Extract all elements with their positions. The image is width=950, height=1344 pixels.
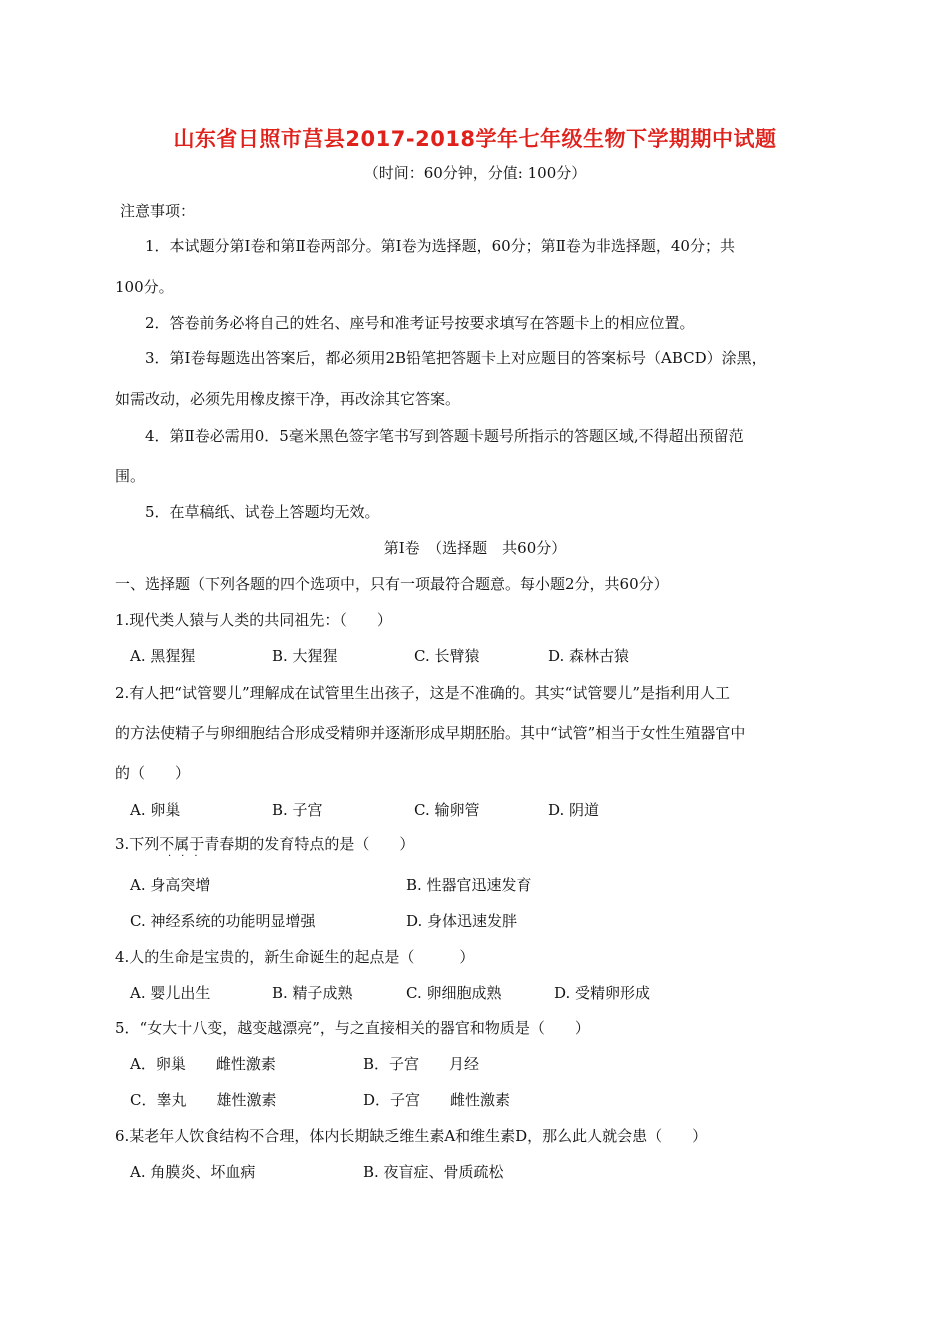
option-d: D. 阴道 xyxy=(548,801,600,819)
note-1: 1．本试题分第Ⅰ卷和第Ⅱ卷两部分。第Ⅰ卷为选择题，60分；第Ⅱ卷为非选择题，40分；共 xyxy=(145,237,735,255)
option-b: B. 大猩猩 xyxy=(272,647,338,665)
option-d: D. 受精卵形成 xyxy=(554,984,651,1002)
option-a: A. 卵巢 xyxy=(130,801,181,819)
option-d: D. 森林古猿 xyxy=(548,647,630,665)
part-heading: 一、选择题（下列各题的四个选项中，只有一项最符合题意。每小题2分，共60分） xyxy=(115,575,669,593)
note-3-cont: 如需改动，必须先用橡皮擦干净，再改涂其它答案。 xyxy=(115,390,461,408)
option-c: C．睾丸 雄性激素 xyxy=(130,1091,277,1109)
question-5: 5．“女大十八变，越变越漂亮”，与之直接相关的器官和物质是（ ） xyxy=(115,1019,590,1037)
page-title: 山东省日照市莒县2017-2018学年七年级生物下学期期中试题 xyxy=(173,127,777,151)
emphasis-dots: ··· xyxy=(168,851,208,862)
section-title: 第Ⅰ卷 （选择题 共60分） xyxy=(383,539,567,557)
option-d: D. 身体迅速发胖 xyxy=(406,912,518,930)
question-2-line-2: 的方法使精子与卵细胞结合形成受精卵并逐渐形成早期胚胎。其中“试管”相当于女性生殖器官中 xyxy=(115,724,746,742)
option-a: A. 角膜炎、坏血病 xyxy=(130,1163,256,1181)
question-3: 3.下列不属于青春期的发育特点的是（ ） xyxy=(115,835,415,853)
option-b: B. 性器官迅速发育 xyxy=(406,876,532,894)
option-b: B. 精子成熟 xyxy=(272,984,353,1002)
option-a: A. 黑猩猩 xyxy=(130,647,196,665)
option-c: C. 卵细胞成熟 xyxy=(406,984,502,1002)
option-c: C. 神经系统的功能明显增强 xyxy=(130,912,316,930)
question-2: 2.有人把“试管婴儿”理解成在试管里生出孩子，这是不准确的。其实“试管婴儿”是指利用人工 xyxy=(115,684,730,702)
note-2: 2．答卷前务必将自己的姓名、座号和准考证号按要求填写在答题卡上的相应位置。 xyxy=(145,314,695,332)
note-1-cont: 100分。 xyxy=(115,278,174,296)
question-1: 1.现代类人猿与人类的共同祖先：（ ） xyxy=(115,611,392,629)
note-5: 5．在草稿纸、试卷上答题均无效。 xyxy=(145,503,380,521)
question-4: 4.人的生命是宝贵的，新生命诞生的起点是（ ） xyxy=(115,948,475,966)
option-c: C. 长臂猿 xyxy=(414,647,480,665)
option-a: A. 身高突增 xyxy=(130,876,211,894)
notes-heading: 注意事项： xyxy=(120,202,196,220)
option-c: C. 输卵管 xyxy=(414,801,480,819)
option-a: A．卵巢 雌性激素 xyxy=(130,1055,276,1073)
note-4-cont: 围。 xyxy=(115,467,146,485)
exam-info: （时间：60分钟，分值: 100分） xyxy=(363,164,587,182)
option-b: B. 夜盲症、骨质疏松 xyxy=(363,1163,504,1181)
option-b: B. 子宫 xyxy=(272,801,323,819)
option-a: A. 婴儿出生 xyxy=(130,984,211,1002)
question-2-line-3: 的（ ） xyxy=(115,764,191,782)
option-d: D．子宫 雌性激素 xyxy=(363,1091,511,1109)
question-6: 6.某老年人饮食结构不合理，体内长期缺乏维生素A和维生素D，那么此人就会患（ ） xyxy=(115,1127,708,1145)
option-b: B．子宫 月经 xyxy=(363,1055,480,1073)
note-4: 4．第Ⅱ卷必需用0．5毫米黑色签字笔书写到答题卡题号所指示的答题区域,不得超出预留范 xyxy=(145,427,744,445)
note-3: 3．第Ⅰ卷每题选出答案后，都必须用2B铅笔把答题卡上对应题目的答案标号（ABCD）涂黑， xyxy=(145,349,767,367)
